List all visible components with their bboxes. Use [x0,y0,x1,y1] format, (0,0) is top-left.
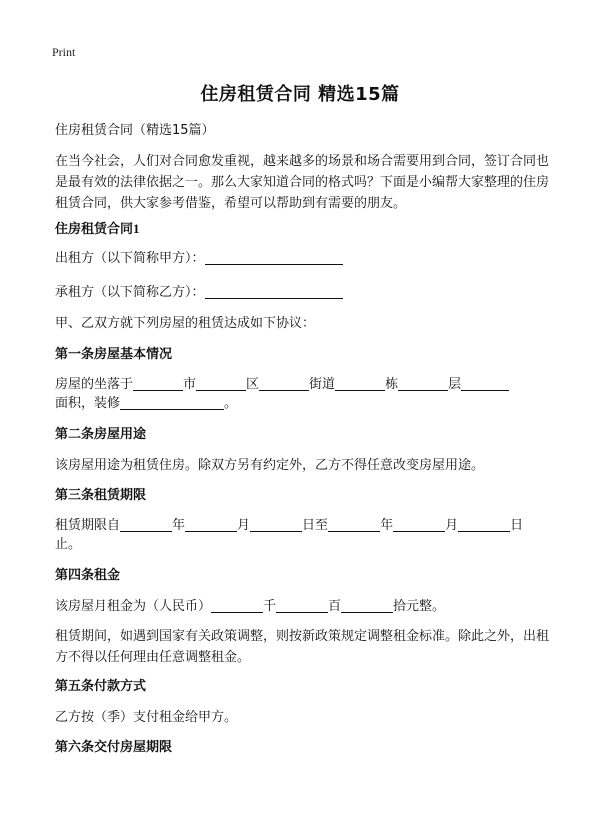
tens-blank [341,598,393,613]
label: 百 [328,599,342,614]
city-blank [133,376,183,391]
document-subtitle: 住房租赁合同（精选15篇） [55,123,215,138]
label: 市 [183,377,197,392]
lessor-blank [205,250,343,265]
lessee-blank [205,284,343,299]
section-4-rent-line [55,596,549,617]
end-day-blank [458,517,510,532]
building-blank [335,376,385,391]
section-1-heading: 第一条房屋基本情况 [55,347,173,362]
label: 拾元整。 [393,599,446,614]
label: 日至 [302,518,329,533]
print-link[interactable]: Print [52,45,76,59]
lessee-label: 承租方（以下简称乙方）： [55,285,205,300]
section-2-heading: 第二条房屋用途 [55,427,147,442]
page-title: 住房租赁合同 精选15篇 [200,84,400,105]
start-month-blank [185,517,237,532]
label: 该房屋月租金为（人民币） [55,599,212,614]
contract-heading: 住房租赁合同1 [55,221,140,236]
section-3-line-2: 止。 [55,537,82,552]
section-4-heading: 第四条租金 [55,568,121,583]
label: 年 [172,518,186,533]
thousands-blank [211,598,263,613]
label: 月 [445,518,459,533]
section-1-line-2 [55,393,549,414]
section-5-text: 乙方按（季）支付租金给甲方。 [55,710,238,725]
hundreds-blank [276,598,328,613]
decoration-blank [120,395,224,410]
section-1-line-1 [55,374,549,395]
label: 栋 [385,377,399,392]
label: 年 [380,518,394,533]
label: 月 [237,518,251,533]
street-blank [259,376,309,391]
district-blank [196,376,246,391]
label: 街道 [309,377,336,392]
section-4-text: 租赁期间，如遇到国家有关政策调整，则按新政策规定调整租金标准。除此之外，出租方不得以任何理由任意调整租金。 [55,629,550,665]
label: 区 [246,377,260,392]
intro-paragraph: 在当今社会，人们对合同愈发重视，越来越多的场景和场合需要用到合同，签订合同也是最有效的法律依据之一。那么大家知道合同的格式吗？下面是小编帮大家整理的住房租赁合同，供大家参考借鉴，希望可以帮助到有需要的朋友。 [55,154,550,211]
floor-blank [398,376,448,391]
label: 。 [224,396,238,411]
start-year-blank [120,517,172,532]
section-3-line-1 [55,515,549,536]
label: 日 [510,518,524,533]
lessor-line [55,248,549,269]
lessee-line [55,282,549,303]
section-6-heading: 第六条交付房屋期限 [55,740,173,755]
agreement-text: 甲、乙双方就下列房屋的租赁达成如下协议： [55,316,316,331]
section-2-text: 该房屋用途为租赁住房。除双方另有约定外，乙方不得任意改变房屋用途。 [55,458,485,473]
label: 房屋的坐落于 [55,377,134,392]
lessor-label: 出租方（以下简称甲方）： [55,251,205,266]
label: 层 [448,377,462,392]
label: 租赁期限自 [55,518,121,533]
label: 千 [263,599,277,614]
area-blank [461,376,509,391]
section-3-heading: 第三条租赁期限 [55,488,147,503]
start-day-blank [250,517,302,532]
end-year-blank [328,517,380,532]
end-month-blank [393,517,445,532]
section-5-heading: 第五条付款方式 [55,679,147,694]
label: 面积，装修 [55,396,121,411]
